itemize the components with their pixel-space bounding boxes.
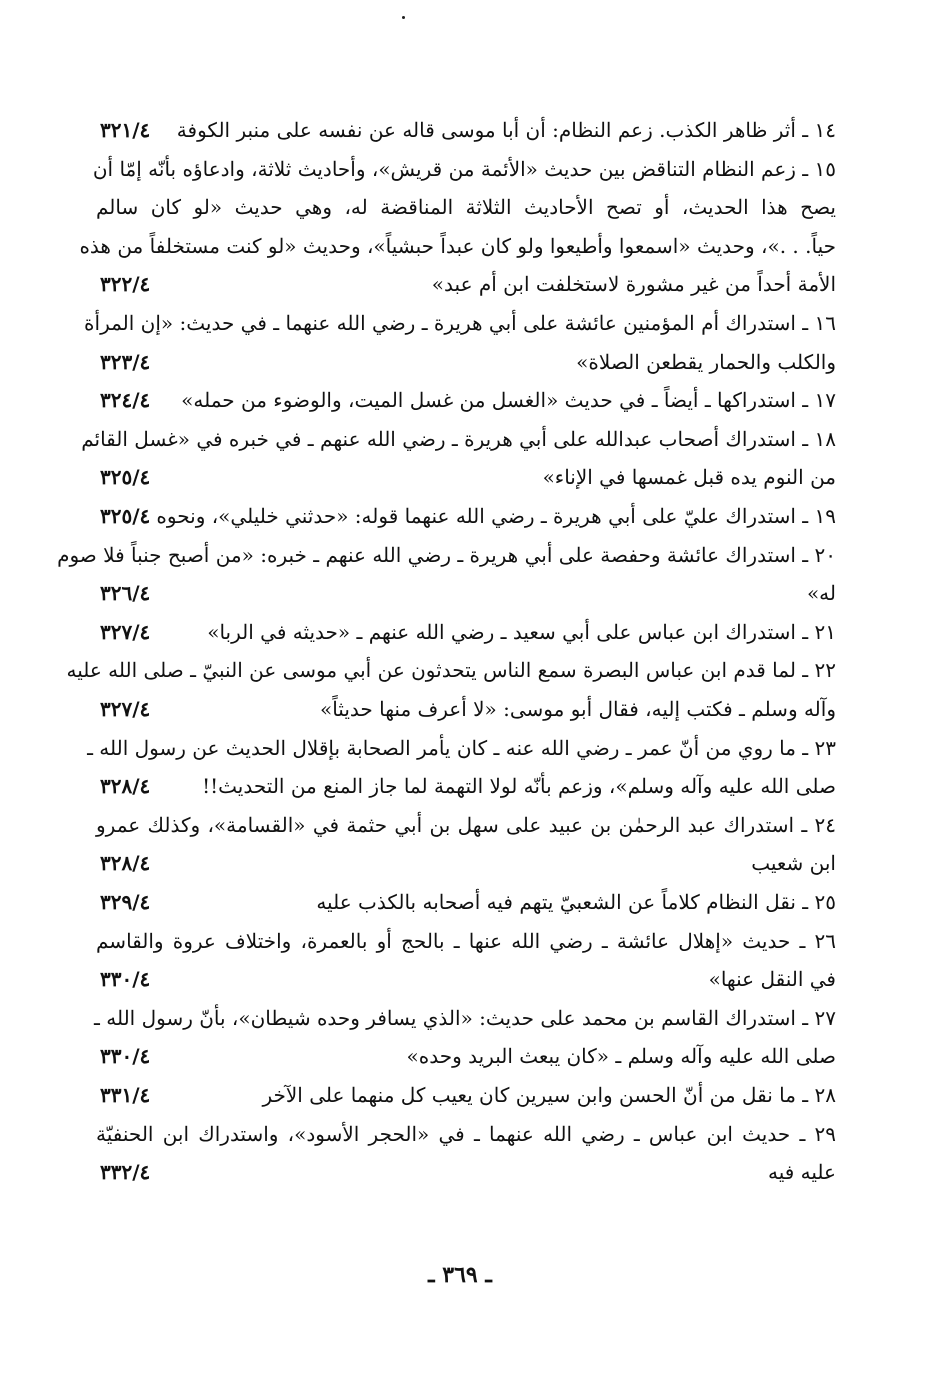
entry-line	[96, 345, 836, 379]
page-reference: ٣٢٧/٤	[100, 697, 151, 721]
page-reference: ٣٣٠/٤	[100, 967, 151, 991]
page-reference: ٣٣٠/٤	[100, 1044, 151, 1068]
entry-line	[96, 1001, 836, 1035]
entry-text: حياً. . .»، وحديث «اسمعوا وأطيعوا ولو كان عبداً حبشياً»، وحديث «لو كنت مستخلفاً من هذه	[79, 234, 836, 258]
entry-text: ٢٦ ـ حديث «إهلال عائشة ـ رضي الله عنها ـ بالحج أو بالعمرة، واختلاف عروة والقاسم	[96, 929, 836, 953]
entry-line	[96, 615, 836, 649]
page-reference: ٣٢٧/٤	[100, 620, 151, 644]
entry-text: الأمة أحداً من غير مشورة لاستخلفت ابن أم عبد»	[431, 272, 836, 296]
page-reference: ٣٣٢/٤	[100, 1160, 151, 1184]
entry-text: والكلب والحمار يقطعن الصلاة»	[576, 350, 836, 374]
entry-text: ٢٨ ـ ما نقل من أنّ الحسن وابن سيرين كان يعيب كل منهما على الآخر	[262, 1083, 836, 1107]
entry-line	[96, 846, 836, 880]
entry-line	[79, 229, 836, 263]
entry-text: ١٩ ـ استدراك عليّ على أبي هريرة ـ رضي الله عنهما قوله: «حدثني خليلي»، ونحوه	[156, 504, 836, 528]
entry-text: ١٤ ـ أثر ظاهر الكذب. زعم النظام: أن أبا موسى قاله عن نفسه على منبر الكوفة	[176, 118, 836, 142]
entry-line	[96, 499, 836, 533]
top-mark	[402, 16, 405, 19]
entry-text: من النوم يده قبل غمسها في الإناء»	[542, 465, 836, 489]
page-reference: ٣٢٨/٤	[100, 774, 151, 798]
entry-text: ١٨ ـ استدراك أصحاب عبدالله على أبي هريرة ـ رضي الله عنهم ـ في خبره في «غسل القائم	[81, 427, 836, 451]
entry-text: ٢٠ ـ استدراك عائشة وحفصة على أبي هريرة ـ رضي الله عنهم ـ خبره: «من أصبح جنباً فلا صوم	[57, 543, 836, 567]
entry-line	[81, 422, 836, 456]
page-reference: ٣٢٦/٤	[100, 581, 151, 605]
entry-text: ٢١ ـ استدراك ابن عباس على أبي سعيد ـ رضي الله عنهم ـ «حديثه في الربا»	[207, 620, 836, 644]
entry-text: عليه فيه	[768, 1160, 836, 1184]
entry-text: وآله وسلم ـ فكتب إليه، فقال أبو موسى: «لا أعرف منها حديثاً»	[319, 697, 836, 721]
entry-text: صلى الله عليه وآله وسلم ـ «كان يبعث البريد وحده»	[406, 1044, 836, 1068]
entry-line	[96, 1078, 836, 1112]
entry-line	[96, 885, 836, 919]
page-reference: ٣٢٨/٤	[100, 851, 151, 875]
entry-text: ٢٩ ـ حديث ابن عباس ـ رضي الله عنهما ـ في «الحجر الأسود»، واستدراك ابن الحنفيّة	[96, 1122, 836, 1146]
entry-line	[96, 962, 836, 996]
entry-text: يصح هذا الحديث، أو تصح الأحاديث الثلاثة المناقضة له، وهي حديث «لو كان سالم	[96, 195, 836, 219]
entry-text: صلى الله عليه وآله وسلم»، وزعم بأنّه لولا التهمة لما جاز المنع من التحديث!!	[202, 774, 836, 798]
entry-line	[92, 152, 836, 186]
entry-text: ٢٥ ـ نقل النظام كلاماً عن الشعبيّ يتهم فيه أصحابه بالكذب عليه	[316, 890, 836, 914]
page-reference: ٣٣١/٤	[100, 1083, 151, 1107]
entry-text: ٢٣ ـ ما روي من أنّ عمر ـ رضي الله عنه ـ كان يأمر الصحابة بإقلال الحديث عن رسول الله ـ	[87, 736, 836, 760]
entry-line	[96, 460, 836, 494]
entry-line	[66, 653, 836, 687]
entry-line	[96, 692, 836, 726]
page-reference: ٣٢٢/٤	[100, 272, 151, 296]
page-reference: ٣٢٥/٤	[100, 465, 151, 489]
page-reference: ٣٢٤/٤	[100, 388, 151, 412]
entry-line	[84, 306, 836, 340]
entry-line	[96, 1155, 836, 1189]
entry-line	[96, 1039, 836, 1073]
page-reference: ٣٢٣/٤	[100, 350, 151, 374]
entry-line	[96, 190, 836, 224]
entry-text: ابن شعيب	[751, 851, 836, 875]
entry-line	[96, 576, 836, 610]
entry-line	[87, 731, 836, 765]
entry-line	[96, 1117, 836, 1151]
entry-text: في النقل عنها»	[708, 967, 836, 991]
entry-text: ١٥ ـ زعم النظام التناقض بين حديث «الأئمة من قريش»، وأحاديث ثلاثة، وادعاؤه بأنّه إمّا أن	[92, 157, 836, 181]
entry-text: ١٦ ـ استدراك أم المؤمنين عائشة على أبي هريرة ـ رضي الله عنهما ـ في حديث: «إن المرأة	[84, 311, 836, 335]
page-number: ـ ٣٦٩ ـ	[428, 1262, 492, 1288]
entry-line	[96, 383, 836, 417]
entry-text: ٢٧ ـ استدراك القاسم بن محمد على حديث: «الذي يسافر وحده شيطان»، بأنّ رسول الله ـ	[94, 1006, 836, 1030]
entry-text: له»	[806, 581, 836, 605]
entry-text: ١٧ ـ استدراكها ـ أيضاً ـ في حديث «الغسل من غسل الميت، والوضوء من حمله»	[181, 388, 836, 412]
entry-text: ٢٤ ـ استدراك عبد الرحمٰن بن عبيد على سهل بن أبي حثمة في «القسامة»، وكذلك عمرو	[96, 813, 836, 837]
page-reference: ٣٢٩/٤	[100, 890, 151, 914]
entry-line	[96, 808, 836, 842]
page-reference: ٣٢١/٤	[100, 118, 151, 142]
entry-line	[57, 538, 836, 572]
entry-line	[96, 113, 836, 147]
page-reference: ٣٢٥/٤	[100, 504, 151, 528]
entry-line	[96, 267, 836, 301]
entry-line	[96, 924, 836, 958]
entry-text: ٢٢ ـ لما قدم ابن عباس البصرة سمع الناس يتحدثون عن أبي موسى عن النبيّ ـ صلى الله عليه	[66, 658, 836, 682]
entry-line	[96, 769, 836, 803]
